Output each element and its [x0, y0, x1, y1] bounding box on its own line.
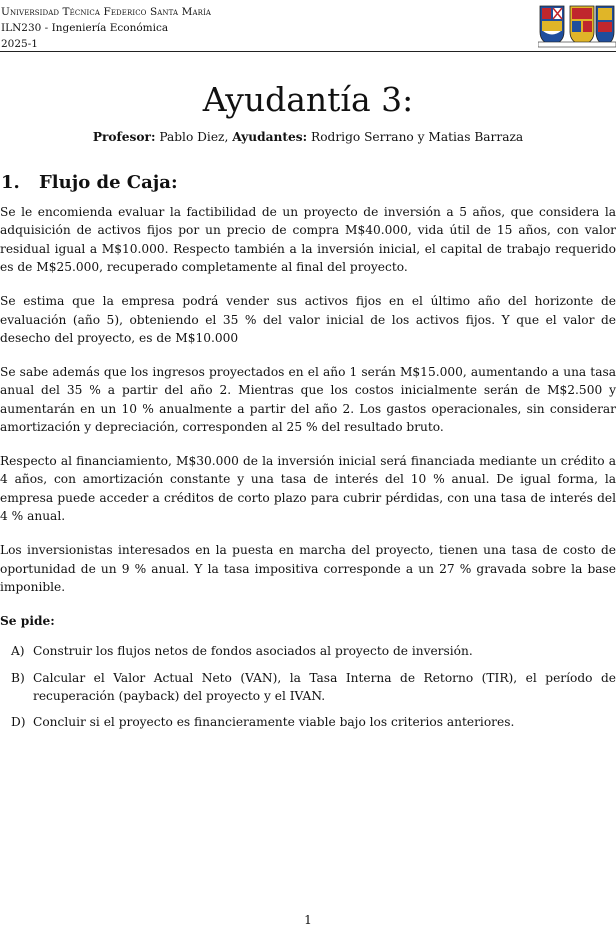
page-title: Ayudantía 3:: [202, 80, 414, 119]
course-name: ILN230 - Ingeniería Económica: [1, 22, 169, 34]
section-heading: [1, 170, 178, 196]
list-item: [0, 713, 616, 731]
item-text: Concluir si el proyecto es financieramente viable bajo los criterios anteriores.: [33, 715, 515, 730]
section-number: 1.: [1, 172, 20, 193]
assistants-names: Rodrigo Serrano y Matias Barraza: [311, 130, 524, 144]
item-text: Calcular el Valor Actual Neto (VAN), la Tasa Interna de Retorno (TIR), el período de recuperación (payback) del proyecto y el IVAN.: [33, 670, 616, 704]
professor-name: Pablo Diez,: [159, 130, 229, 144]
item-label: D): [11, 715, 26, 730]
term: 2025-1: [1, 38, 38, 50]
paragraph: Los inversionistas interesados en la puesta en marcha del proyecto, tienen una tasa de costo de oportunidad de un 9 % anual. Y la tasa impositiva corresponde a un 27 % gravada sobre la base imponible.: [0, 543, 616, 594]
section-title: Flujo de Caja:: [39, 172, 178, 193]
university-crest-icon: [538, 4, 616, 50]
list-item: [0, 642, 616, 660]
page-number: 1: [304, 913, 312, 927]
header-divider: [0, 51, 616, 52]
assistants-label: Ayudantes:: [232, 130, 308, 144]
problem-statement: [0, 203, 616, 740]
list-item: [0, 669, 616, 706]
item-label: B): [11, 670, 25, 685]
paragraph: Se le encomienda evaluar la factibilidad de un proyecto de inversión a 5 años, que considera la adquisición de activos fijos por un precio de compra M$40.000, vida útil de 15 años, con valor residual igual a M$10.000. Respecto también a la inversión inicial, el capital de trabajo requerido es de M$25.000, recuperado completamente al final del proyecto.: [0, 205, 616, 275]
professor-label: Profesor:: [92, 130, 156, 144]
se-pide-heading: Se pide:: [0, 613, 55, 628]
paragraph: Se estima que la empresa podrá vender sus activos fijos en el último año del horizonte de evaluación (año 5), obteniendo el 35 % del valor inicial de los activos fijos. Y que el valor de desecho del proyecto, es de M$10.000: [0, 294, 616, 345]
item-label: A): [11, 644, 25, 659]
university-name: Universidad Técnica Federico Santa María: [1, 6, 211, 18]
authors-line: [0, 128, 616, 146]
page-header: [0, 4, 616, 52]
item-text: Construir los flujos netos de fondos asociados al proyecto de inversión.: [33, 644, 473, 659]
paragraph: Se sabe además que los ingresos proyectados en el año 1 serán M$15.000, aumentando a una tasa anual del 35 % a partir del año 2. Mientras que los costos inicialmente serán de M$2.500 y aumentarán en un 10 % anualmente a partir del año 2. Los gastos operacionales, sin considerar amortización y depreciación, corresponden al 25 % del resultado bruto.: [0, 364, 616, 435]
paragraph: Respecto al financiamiento, M$30.000 de la inversión inicial será financiada mediante un crédito a 4 años, con amortización constante y una tasa de interés del 10 % anual. De igual forma, la empresa puede acceder a créditos de corto plazo para cubrir pérdidas, con una tasa de interés del 4 % anual.: [0, 453, 616, 524]
